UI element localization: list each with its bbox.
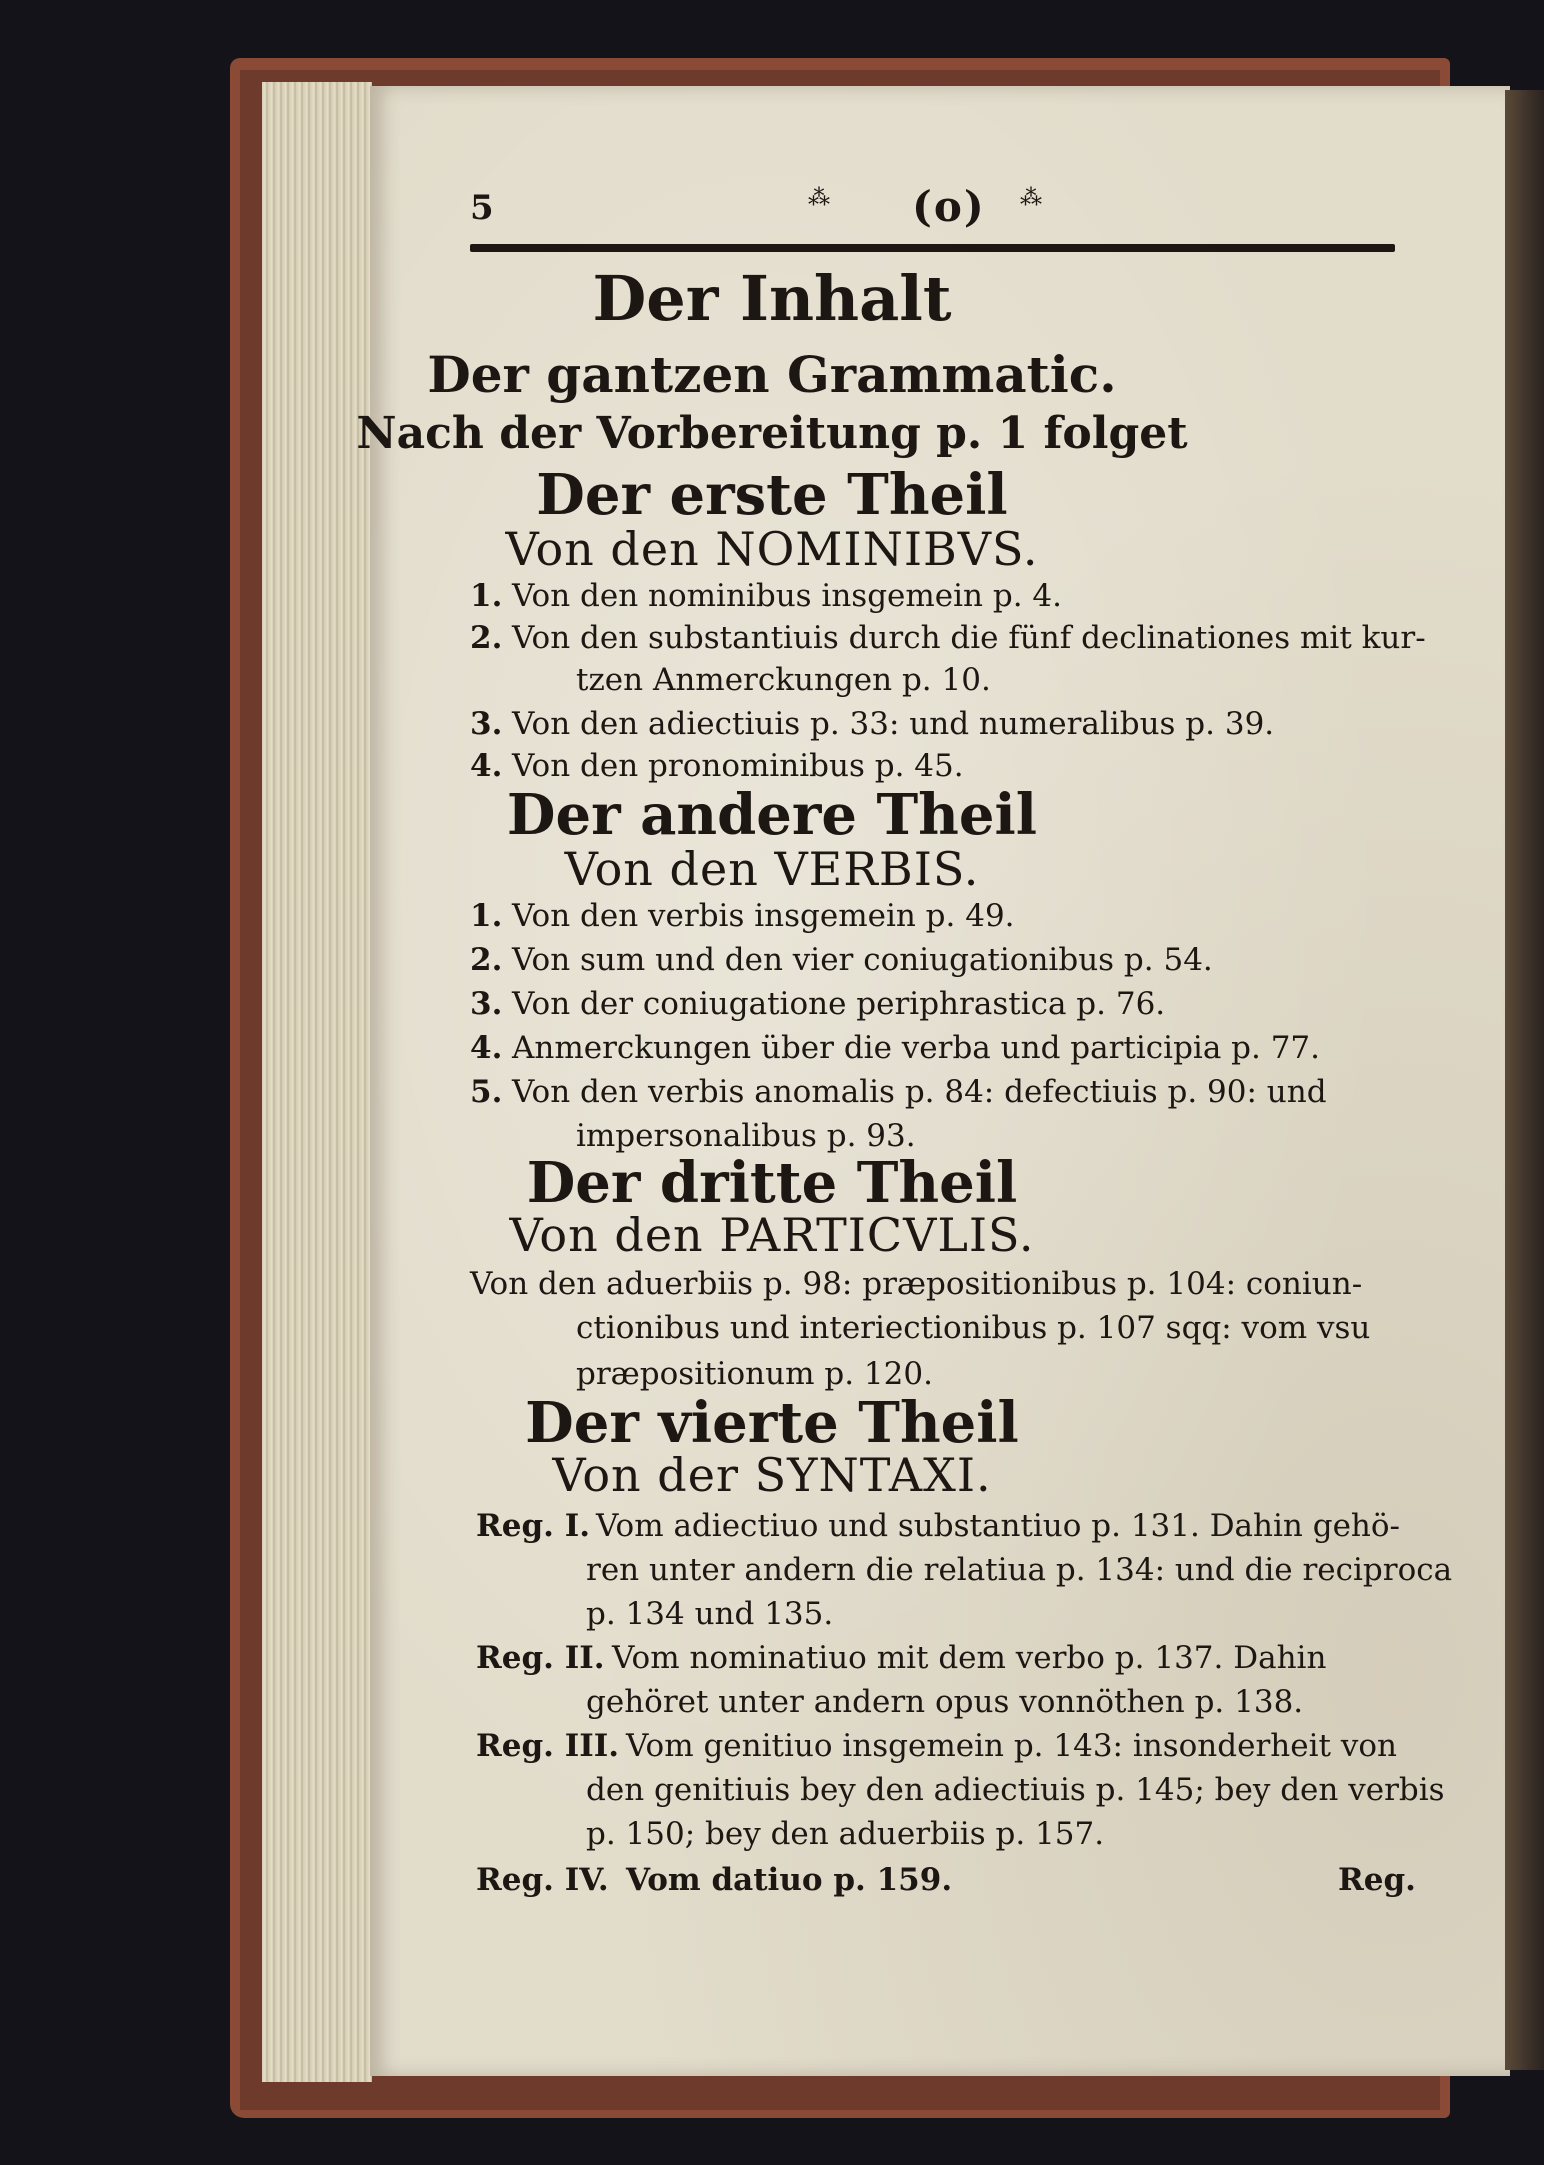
part-4-section: Von der SYNTAXI.	[552, 1448, 992, 1502]
part-2-heading: Der andere Theil	[506, 782, 1038, 848]
entry-number: 2.	[470, 620, 503, 656]
entry-number: 1.	[470, 898, 503, 934]
toc-entry: Von den verbis insgemein p. 49.	[512, 898, 1015, 934]
toc-entry: Vom datiuo p. 159.	[626, 1862, 953, 1898]
toc-entry-continuation: præpositionum p. 120.	[576, 1356, 933, 1392]
rule-number: Reg. III.	[476, 1728, 620, 1764]
part-4-heading: Der vierte Theil	[525, 1390, 1019, 1456]
toc-entry: Vom nominatiuo mit dem verbo p. 137. Dahin	[612, 1640, 1327, 1676]
rule-number: Reg. I.	[476, 1508, 591, 1544]
toc-entry-continuation: p. 150; bey den aduerbiis p. 157.	[586, 1816, 1105, 1852]
toc-entry: Von den pronominibus p. 45.	[512, 748, 964, 784]
entry-number: 1.	[470, 578, 503, 614]
page-number: 5	[470, 188, 494, 228]
toc-entry: Von sum und den vier coniugationibus p. 54.	[512, 942, 1213, 978]
rule-number: Reg. II.	[476, 1640, 605, 1676]
entry-number: 2.	[470, 942, 503, 978]
intro-line: Nach der Vorbereitung p. 1 folget	[356, 408, 1188, 459]
part-2-section: Von den VERBIS.	[564, 842, 980, 896]
rule-number: Reg. IV.	[476, 1862, 609, 1898]
toc-entry: Von den adiectiuis p. 33: und numeralibus p. 39.	[512, 706, 1275, 742]
header-rule	[470, 244, 1395, 252]
ornament-right-icon: ⁂	[1020, 186, 1046, 211]
toc-entry: Anmerckungen über die verba und participia p. 77.	[512, 1030, 1321, 1066]
toc-entry-continuation: den genitiuis bey den adiectiuis p. 145; bey den verbis	[586, 1772, 1445, 1808]
part-3-heading: Der dritte Theil	[526, 1150, 1018, 1216]
entry-number: 4.	[470, 1030, 503, 1066]
toc-entry: Von der coniugatione periphrastica p. 76.	[512, 986, 1166, 1022]
toc-entry-continuation: ren unter andern die relatiua p. 134: und die reciproca	[586, 1552, 1453, 1588]
toc-entry-continuation: p. 134 und 135.	[586, 1596, 834, 1632]
entry-number: 3.	[470, 986, 503, 1022]
toc-entry-continuation: tzen Anmerckungen p. 10.	[576, 662, 991, 698]
part-1-section: Von den NOMINIBVS.	[505, 522, 1039, 576]
running-head	[470, 182, 1395, 242]
toc-entry: Vom genitiuo insgemein p. 143: insonderheit von	[626, 1728, 1397, 1764]
toc-entry: Von den nominibus insgemein p. 4.	[512, 578, 1063, 614]
page-title: Der Inhalt	[592, 262, 952, 335]
toc-entry: Vom adiectiuo und substantiuo p. 131. Dahin gehö-	[596, 1508, 1401, 1544]
ornament-left-icon: ⁂	[808, 186, 834, 211]
toc-entry: Von den aduerbiis p. 98: præpositionibus p. 104: coniun-	[470, 1266, 1363, 1302]
toc-entry-continuation: impersonalibus p. 93.	[576, 1118, 916, 1154]
toc-entry: Von den substantiuis durch die fünf declinationes mit kur-	[512, 620, 1426, 656]
page-subtitle: Der gantzen Grammatic.	[427, 345, 1117, 404]
part-3-section: Von den PARTICVLIS.	[509, 1208, 1035, 1262]
catchword: Reg.	[1338, 1862, 1416, 1898]
toc-entry-continuation: gehöret unter andern opus vonnöthen p. 138.	[586, 1684, 1304, 1720]
entry-number: 3.	[470, 706, 503, 742]
signature-mark: (o)	[912, 182, 986, 231]
entry-number: 5.	[470, 1074, 503, 1110]
entry-number: 4.	[470, 748, 503, 784]
toc-entry-continuation: ctionibus und interiectionibus p. 107 sqq: vom vsu	[576, 1310, 1371, 1346]
toc-entry: Von den verbis anomalis p. 84: defectiuis p. 90: und	[512, 1074, 1327, 1110]
part-1-heading: Der erste Theil	[536, 462, 1008, 528]
